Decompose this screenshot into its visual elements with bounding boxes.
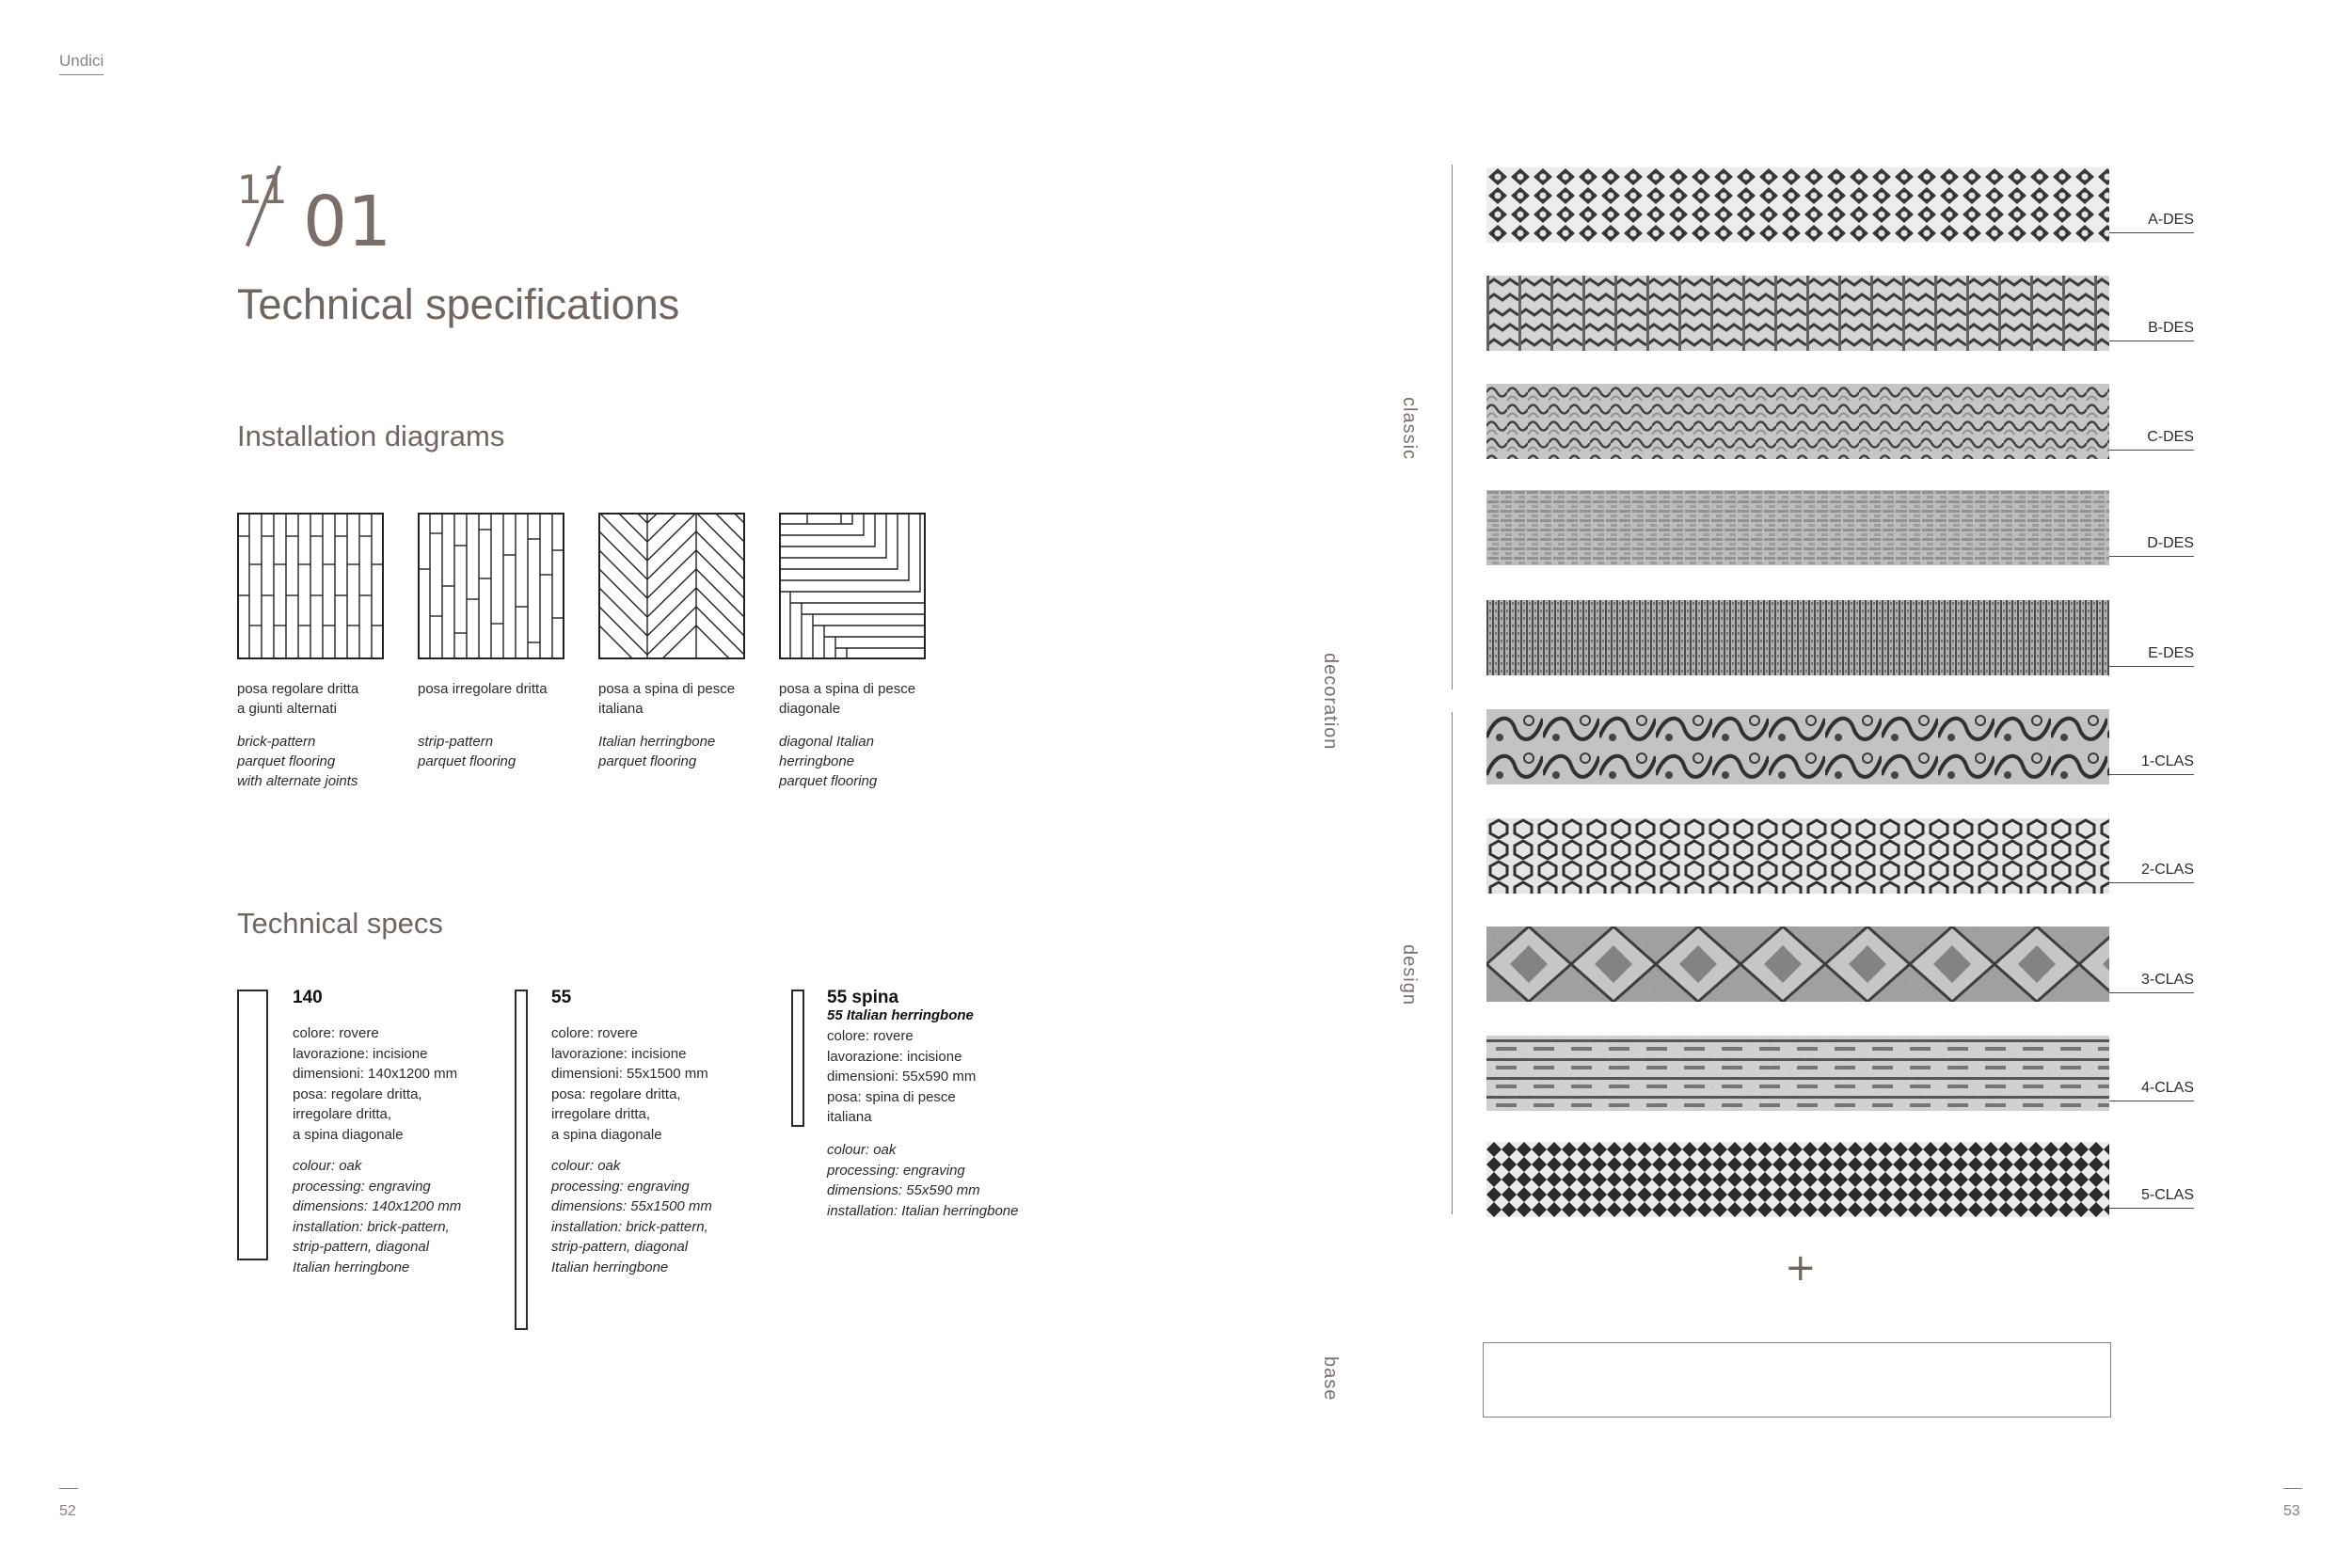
spec-it-55-spina: colore: rovere lavorazione: incisione dimensioni: 55x590 mm posa: spina di pesce italiana [827,1028,977,1125]
plank-55-shape [515,990,528,1330]
spec-title-55: 55 [551,988,572,1007]
texture-swatch-3-clas [1486,927,2109,1002]
diagram-caption-2 [418,679,592,771]
plank-55-spina-shape [791,990,804,1127]
diagram-caption-1 [237,679,411,791]
texture-label-1-clas: 1-CLAS [2109,753,2194,775]
texture-label-5-clas: 5-CLAS [2109,1187,2194,1209]
texture-swatch-2-clas [1486,818,2109,894]
spec-subtitle-55-spina: 55 Italian herringbone [827,1007,974,1023]
section-number-main: 01 [303,182,392,262]
plank-140-shape [237,990,268,1260]
texture-swatch-e-des [1486,600,2109,675]
strip-pattern-diagram [418,513,564,659]
plus-icon: + [1785,1246,1817,1290]
diagram-caption-it: posa a spina di pesce italiana [598,681,736,717]
spec-title-140: 140 [293,988,323,1007]
texture-swatch-a-des [1486,167,2109,243]
diagram-caption-en: diagonal Italian herringbone parquet flooring [779,734,878,789]
spec-it-140: colore: rovere lavorazione: incisione dimensioni: 140x1200 mm posa: regolare dritta, irregolare dritta, a spina diagonale [293,1025,458,1143]
page-title: Technical specifications [237,280,680,328]
design-group-line [1452,712,1453,1214]
brick-pattern-diagram [237,513,384,659]
diagram-caption-it: posa regolare dritta a giunti alternati [237,681,359,717]
diagram-caption-4 [779,679,953,791]
texture-swatch-1-clas [1486,709,2109,784]
texture-label-3-clas: 3-CLAS [2109,972,2194,993]
spec-en-140: colour: oak processing: engraving dimensions: 140x1200 mm installation: brick-pattern, strip-pattern, diagonal Italian herringbone [293,1158,462,1275]
diagram-caption-3 [598,679,772,771]
texture-swatch-b-des [1486,276,2109,351]
texture-label-4-clas: 4-CLAS [2109,1080,2194,1101]
diagonal-herringbone-diagram [779,513,926,659]
specs-heading: Technical specs [237,907,443,940]
spec-title-55-spina: 55 spina [827,988,899,1007]
diagram-caption-en: Italian herringbone parquet flooring [598,734,716,769]
texture-swatch-4-clas [1486,1036,2109,1111]
diagram-caption-en: brick-pattern parquet flooring with alternate joints [237,734,358,789]
diagram-caption-it: posa a spina di pesce diagonale [779,681,916,717]
texture-label-b-des: B-DES [2109,320,2194,341]
texture-label-e-des: E-DES [2109,645,2194,667]
herringbone-diagram [598,513,745,659]
diagram-caption-it: posa irregolare dritta [418,681,548,697]
label-base: base [1320,1356,1341,1402]
classic-group-line [1452,165,1453,689]
label-decoration: decoration [1320,653,1341,751]
section-number-sup: 11 [237,166,288,213]
texture-swatch-5-clas [1486,1142,2109,1217]
texture-swatch-c-des [1486,384,2109,459]
page-number-right: 53 [2283,1503,2300,1519]
texture-label-a-des: A-DES [2109,212,2194,233]
texture-label-2-clas: 2-CLAS [2109,862,2194,883]
diagram-caption-en: strip-pattern parquet flooring [418,734,516,769]
brand-label: Undici [59,52,103,75]
spec-it-55: colore: rovere lavorazione: incisione dimensioni: 55x1500 mm posa: regolare dritta, irregolare dritta, a spina diagonale [551,1025,708,1143]
texture-label-d-des: D-DES [2109,535,2194,557]
label-design: design [1399,944,1420,1006]
texture-swatch-d-des [1486,490,2109,565]
label-classic: classic [1399,397,1420,461]
installation-heading: Installation diagrams [237,420,505,452]
base-swatch [1483,1342,2111,1418]
page-number-left: 52 [59,1503,76,1519]
spec-en-55: colour: oak processing: engraving dimensions: 55x1500 mm installation: brick-pattern, strip-pattern, diagonal Italian herringbone [551,1158,712,1275]
texture-label-c-des: C-DES [2109,429,2194,451]
spec-en-55-spina: colour: oak processing: engraving dimensions: 55x590 mm installation: Italian herringbone [827,1142,1019,1219]
